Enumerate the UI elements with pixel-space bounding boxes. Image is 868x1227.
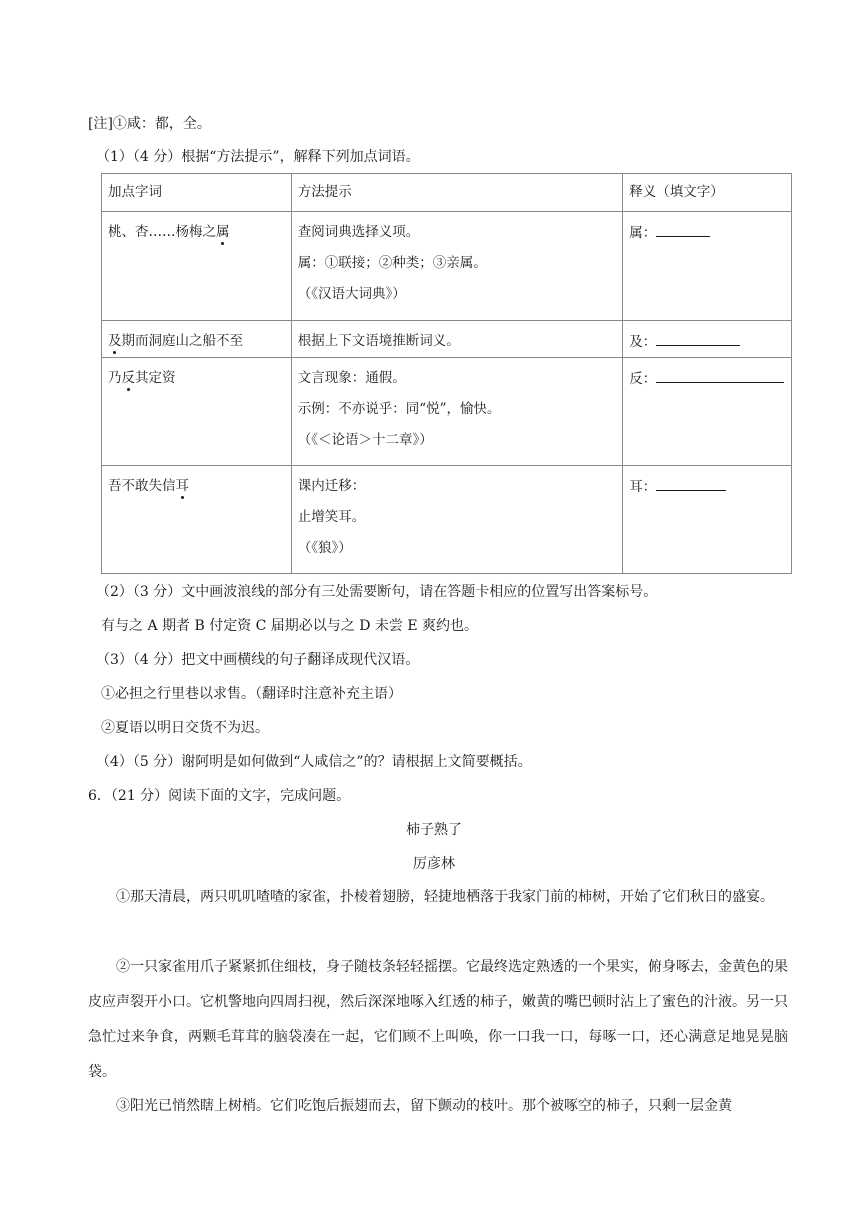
article-paragraph-3: ③阳光已悄然瞎上树梢。它们吃饱后振翅而去，留下颤动的枝叶。那个被啄空的柿子，只剩一层金黄 <box>116 1098 732 1114</box>
hint-line: 查阅词典选择义项。 <box>297 224 420 240</box>
table-header-cell: 加点字词 <box>102 174 292 212</box>
answer-cell <box>623 466 792 574</box>
hint-line: 示例：不亦说乎：同“悦”，愉快。 <box>297 401 501 417</box>
table-header-row <box>102 174 792 212</box>
hint-cell <box>291 358 623 466</box>
table-row <box>102 466 792 574</box>
hint-cell <box>291 212 623 321</box>
table-header-cell: 方法提示 <box>291 174 623 212</box>
word-cell: 及期而洞庭山之船不至 <box>102 321 292 358</box>
hint-line: （《＜论语＞十二章》） <box>297 432 433 448</box>
question-4-prompt: （4）（5 分）谢阿明是如何做到“人咸信之”的？请根据上文简要概括。 <box>96 754 532 770</box>
dotted-word: 反 <box>121 370 135 386</box>
answer-blank[interactable] <box>656 368 784 383</box>
hint-line: 课内迁移： <box>297 478 366 494</box>
question-3-prompt: （3）（4 分）把文中画横线的句子翻译成现代汉语。 <box>96 652 420 668</box>
question-2-sentence: 有与之 A 期者 B 付定资 C 届期必以与之 D 未尝 E 爽约也。 <box>101 618 479 634</box>
dotted-word: 属 <box>216 224 230 240</box>
question-3-item-2: ②夏语以明日交货不为迟。 <box>101 720 269 736</box>
answer-label: 及： <box>629 334 657 350</box>
hint-line: 根据上下文语境推断词义。 <box>297 333 460 349</box>
table-row <box>102 212 792 321</box>
hint-line: 文言现象：通假。 <box>297 370 406 386</box>
method-table <box>101 173 792 574</box>
word-cell: 乃反其定资 <box>102 358 292 466</box>
article-paragraph-2: ②一只家雀用爪子紧紧抓住细枝，身子随枝条轻轻摇摆。它最终选定熟透的一个果实，俯身啄去，金黄色的果皮应声裂开小口。它机警地向四周扫视，然后深深地啄入红透的柿子，嫩黄的嘴巴顿时沾上了蜜色的汁液。另一只急忙过来争食，两颗毛茸茸的脑袋凑在一起，它们顾不上叫唤，你一口我一口，每啄一口，还心满意足地晃晃脑袋。 <box>88 959 788 1080</box>
table-row <box>102 358 792 466</box>
answer-label: 反： <box>629 371 657 387</box>
article-author: 厉彦林 <box>413 856 455 872</box>
hint-line: 止增笑耳。 <box>297 509 366 525</box>
answer-cell <box>623 358 792 466</box>
article-title: 柿子熟了 <box>406 822 462 838</box>
note: [注]①咸：都，全。 <box>88 116 211 132</box>
hint-line: （《狼》） <box>297 540 352 556</box>
dotted-word: 及 <box>108 333 122 349</box>
question-2-prompt: （2）（3 分）文中画波浪线的部分有三处需要断句，请在答题卡相应的位置写出答案标号。 <box>96 584 658 600</box>
answer-label: 耳： <box>629 479 657 495</box>
question-3-item-1: ①必担之行里巷以求售。（翻译时注意补充主语） <box>101 686 402 702</box>
table-header-cell: 释义（填文字） <box>623 174 792 212</box>
hint-line: （《汉语大词典》） <box>297 286 406 302</box>
question-1-prompt: （1）（4 分）根据“方法提示”，解释下列加点词语。 <box>96 149 420 165</box>
answer-cell <box>623 321 792 358</box>
question-6-prompt: 6．（21 分）阅读下面的文字，完成问题。 <box>88 788 351 804</box>
hint-cell <box>291 466 623 574</box>
dotted-word: 耳 <box>175 478 189 494</box>
hint-line: 属：①联接；②种类；③亲属。 <box>297 255 487 271</box>
answer-label: 属： <box>629 225 657 241</box>
answer-cell <box>623 212 792 321</box>
article-paragraph-1: ①那天清晨，两只叽叽喳喳的家雀，扑棱着翅膀，轻捷地栖落于我家门前的柿树，开始了它们秋日的盛宴。 <box>116 889 774 905</box>
answer-blank[interactable] <box>656 222 710 237</box>
hint-cell <box>291 321 623 358</box>
answer-blank[interactable] <box>656 331 740 346</box>
table-row <box>102 321 792 358</box>
word-cell: 吾不敢失信耳 <box>102 466 292 574</box>
answer-blank[interactable] <box>656 476 726 491</box>
word-cell: 桃、杏……杨梅之属 <box>102 212 292 321</box>
